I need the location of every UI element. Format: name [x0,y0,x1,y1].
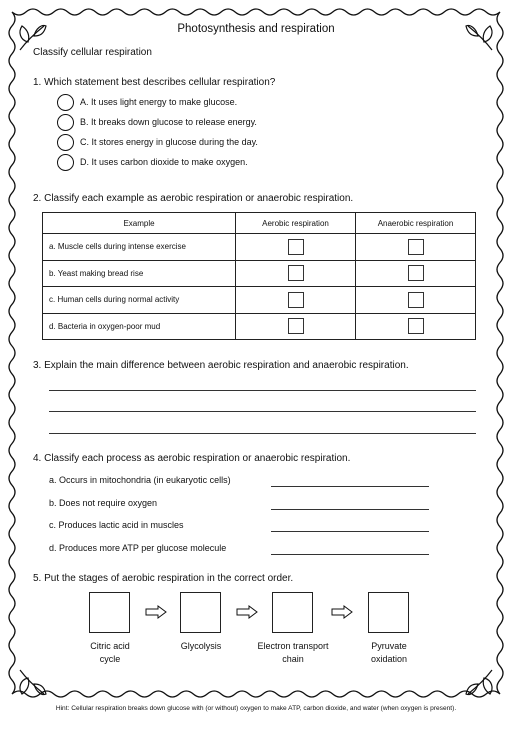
question-2-text: 2. Classify each example as aerobic respiration or anaerobic respiration. [33,193,354,204]
aerobic-checkbox[interactable] [288,265,304,281]
table-row [43,287,476,314]
classification-table [42,212,476,340]
option-a-label: A. It uses light energy to make glucose. [80,97,238,107]
answer-line[interactable] [49,433,476,434]
question-4-text: 4. Classify each process as aerobic respiration or anaerobic respiration. [33,453,351,464]
aerobic-checkbox[interactable] [288,292,304,308]
anaerobic-checkbox[interactable] [408,265,424,281]
stage-answer-box[interactable] [368,592,409,633]
leaf-icon [14,664,50,700]
anaerobic-checkbox[interactable] [408,239,424,255]
anaerobic-checkbox[interactable] [408,292,424,308]
answer-line[interactable] [271,486,429,487]
example-cell: d. Bacteria in oxygen-poor mud [43,313,236,340]
option-b-radio[interactable] [57,114,74,131]
answer-line[interactable] [271,531,429,532]
table-row [43,234,476,261]
option-d-label: D. It uses carbon dioxide to make oxygen. [80,157,248,167]
page-subtitle: Classify cellular respiration [33,47,152,58]
aerobic-checkbox[interactable] [288,239,304,255]
option-d-radio[interactable] [57,154,74,171]
answer-line[interactable] [271,554,429,555]
example-cell: a. Muscle cells during intense exercise [43,234,236,261]
stage-label: Citric acid cycle [90,641,130,664]
process-item-a: a. Occurs in mitochondria (in eukaryotic cells) [49,475,231,485]
column-header-aerobic: Aerobic respiration [236,213,356,234]
anaerobic-checkbox[interactable] [408,318,424,334]
leaf-icon [462,664,498,700]
answer-line[interactable] [49,411,476,412]
process-item-d: d. Produces more ATP per glucose molecule [49,543,227,553]
option-a-radio[interactable] [57,94,74,111]
example-cell: b. Yeast making bread rise [43,260,236,287]
right-arrow-icon [331,605,353,619]
hint-text: Hint: Cellular respiration breaks down glucose with (or without) oxygen to make ATP, carbon dioxide, and water (when oxygen is present). [55,705,457,712]
table-row [43,313,476,340]
question-1-text: 1. Which statement best describes cellular respiration? [33,77,276,88]
answer-line[interactable] [49,390,476,391]
stage-answer-box[interactable] [272,592,313,633]
column-header-example: Example [43,213,236,234]
stage-label: Pyruvate oxidation [370,641,408,664]
process-item-c: c. Produces lactic acid in muscles [49,520,184,530]
right-arrow-icon [145,605,167,619]
option-b-label: B. It breaks down glucose to release energy. [80,117,257,127]
table-header-row [43,213,476,234]
page-title: Photosynthesis and respiration [177,23,335,35]
answer-line[interactable] [271,509,429,510]
option-c-label: C. It stores energy in glucose during the day. [80,137,258,147]
question-5-text: 5. Put the stages of aerobic respiration in the correct order. [33,573,294,584]
process-item-b: b. Does not require oxygen [49,498,158,508]
stage-label: Glycolysis [180,641,222,651]
right-arrow-icon [236,605,258,619]
stage-label: Electron transport chain [257,641,329,664]
option-c-radio[interactable] [57,134,74,151]
question-3-text: 3. Explain the main difference between aerobic respiration and anaerobic respiration. [33,360,409,371]
stage-answer-box[interactable] [180,592,221,633]
table-row [43,260,476,287]
aerobic-checkbox[interactable] [288,318,304,334]
stage-answer-box[interactable] [89,592,130,633]
column-header-anaerobic: Anaerobic respiration [356,213,476,234]
example-cell: c. Human cells during normal activity [43,287,236,314]
